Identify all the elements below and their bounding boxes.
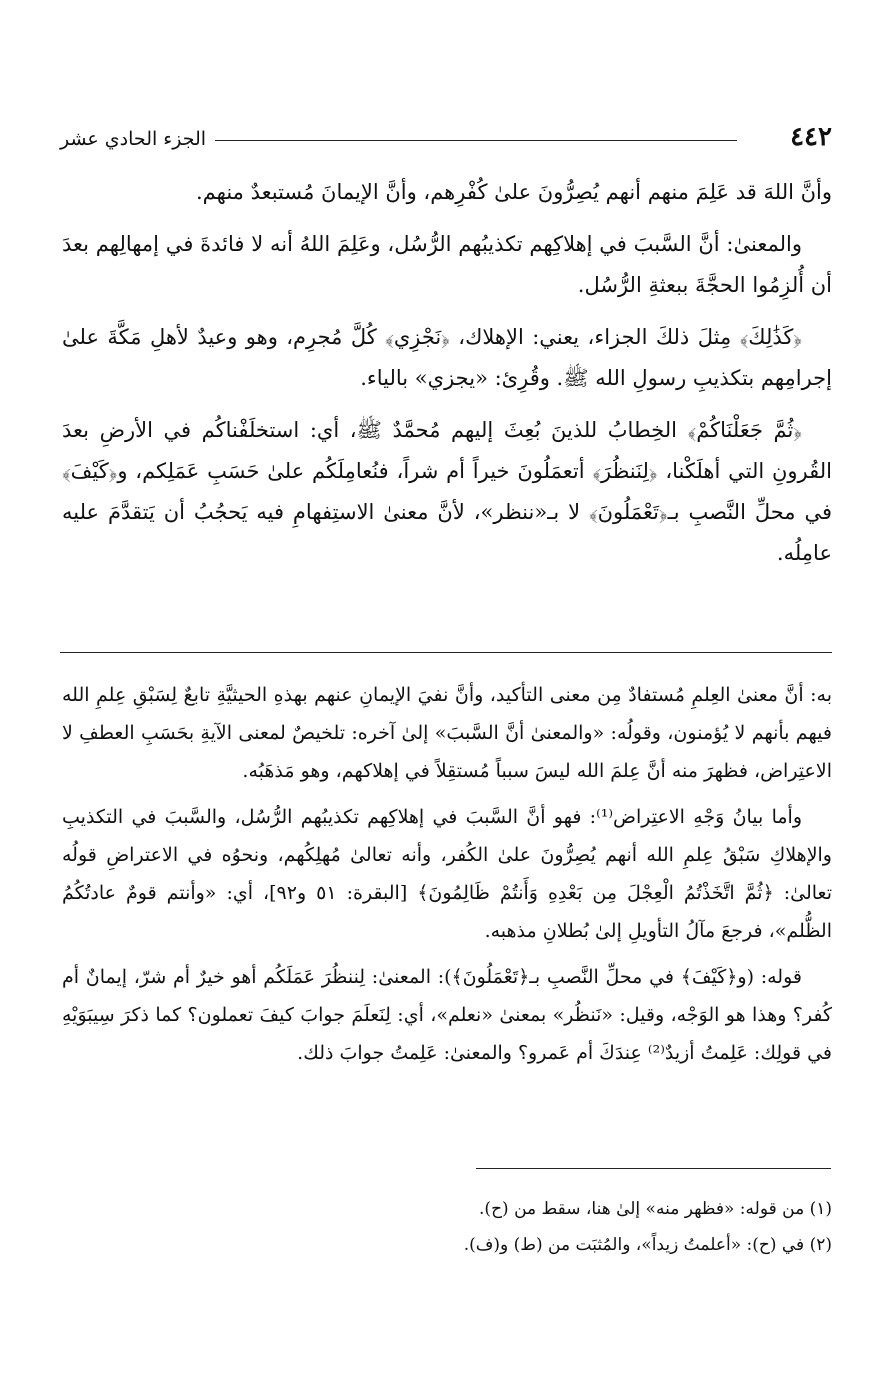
header-rule xyxy=(215,140,737,141)
page-number: ٤٤٢ xyxy=(790,122,832,152)
main-paragraph: وأنَّ اللهَ قد عَلِمَ منهم أنهم يُصِرُّونَ علىٰ كُفْرِهم، وأنَّ الإيمانَ مُستبعدٌ منهم. xyxy=(195,180,832,204)
main-paragraph: ﴿كَذَٰلِكَ﴾ مِثلَ ذلكَ الجزاء، يعني: الإهلاك، ﴿نَجْزِي﴾ كُلَّ مُجرِم، وهو وعيدٌ لأهلِ مَكَّةَ علىٰ إجرامِهم بتكذيبِ رسولِ الله ﷺ. وقُرِئ: «يجزي» بالياء. xyxy=(62,325,832,390)
main-text xyxy=(62,172,832,585)
footnote: (١) من قوله: «فظهر منه» إلىٰ هنا، سقط من (ح). xyxy=(479,1199,832,1219)
commentary-paragraph: به: أنَّ معنىٰ العِلمِ مُستفادٌ مِن معنى التأكيد، وأنَّ نفيَ الإيمانِ عنهم بهذهِ الحيثيَّةِ تابعٌ لِسَبْقِ عِلمِ الله فيهم بأنهم لا يُؤمنون، وقولُه: «والمعنىٰ أنَّ السَّببَ» إلىٰ آخره: تلخيصٌ لمعنى الآيةِ بحَسَبِ العطفِ لا الاعتِراض، فظهرَ منه أنَّ عِلمَ الله ليسَ سبباً مُستقِلاً في إهلاكهم، وهو مَذهَبُه. xyxy=(62,684,832,782)
commentary-paragraph: وأما بيانُ وَجْهِ الاعتِراض⁽¹⁾: فهو أنَّ السَّببَ في إهلاكِهم تكذيبُهم الرُّسُل، والسَّببَ في التكذيبِ والإهلاكِ سَبْقُ عِلمِ الله أنهم يُصِرُّونَ علىٰ الكُفر، وأنه تعالىٰ مُهلِكُهم، ونحوُه في الاعتراضِ قولُه تعالىٰ: ﴿ثُمَّ اتَّخَذْتُمُ الْعِجْلَ مِن بَعْدِهِ وَأَنتُمْ ظَالِمُونَ﴾ [البقرة: ٥١ و٩٢]، أي: «وأنتم قومٌ عادتُكُمُ الظُّلم»، فرجعَ مآلُ التأويلِ إلىٰ بُطلانِ مذهبه. xyxy=(62,806,832,942)
commentary-divider xyxy=(60,652,832,653)
main-paragraph: ﴿ثُمَّ جَعَلْنَاكُمْ﴾ الخِطابُ للذينَ بُعِثَ إليهم مُحمَّدٌ ﷺ، أي: استخلَفْناكُم في الأرضِ بعدَ القُرونِ التي أهلَكْنا، ﴿لِنَنظُرَ﴾ أتعمَلُونَ خيراً أم شراً، فنُعامِلَكُم علىٰ حَسَبِ عَمَلِكم، و﴿كَيْفَ﴾ في محلِّ النَّصبِ بـ﴿تَعْمَلُونَ﴾ لا بـ«ننظر»، لأنَّ معنىٰ الاستِفهامِ فيه يَحجُبُ أن يَتقدَّمَ عليه عامِلُه. xyxy=(62,418,832,565)
main-paragraph: والمعنىٰ: أنَّ السَّببَ في إهلاكِهم تكذيبُهم الرُّسُل، وعَلِمَ اللهُ أنه لا فائدةَ في إمهالِهم بعدَ أن أُلزِمُوا الحجَّةَ ببعثةِ الرُّسُل. xyxy=(62,232,832,297)
footnote-divider xyxy=(476,1168,831,1169)
running-title: الجزء الحادي عشر xyxy=(60,128,207,150)
page-header xyxy=(60,118,832,158)
footnote: (٢) في (ح): «أعلمتُ زيداً»، والمُثبَت من (ط) و(ف). xyxy=(463,1235,832,1255)
commentary-paragraph: قوله: (و﴿كَيْفَ﴾ في محلِّ النَّصبِ بـ﴿تَعْمَلُونَ﴾): المعنىٰ: لِننظُرَ عَمَلَكُم أهو خيرٌ أم شرّ، إيمانٌ أم كُفر؟ وهذا هو الوَجْه، وقيل: «نَنظُر» بمعنىٰ «نعلم»، أي: لِنَعلَمَ جوابَ كيفَ تعملون؟ كما ذكرَ سِيبَوَيْهِ في قولِك: عَلِمتُ أزيدٌ⁽²⁾ عِندَكَ أم عَمرو؟ والمعنىٰ: عَلِمتُ جوابَ ذلك. xyxy=(62,966,832,1064)
footnotes xyxy=(62,1192,832,1264)
commentary-text xyxy=(62,676,832,1080)
